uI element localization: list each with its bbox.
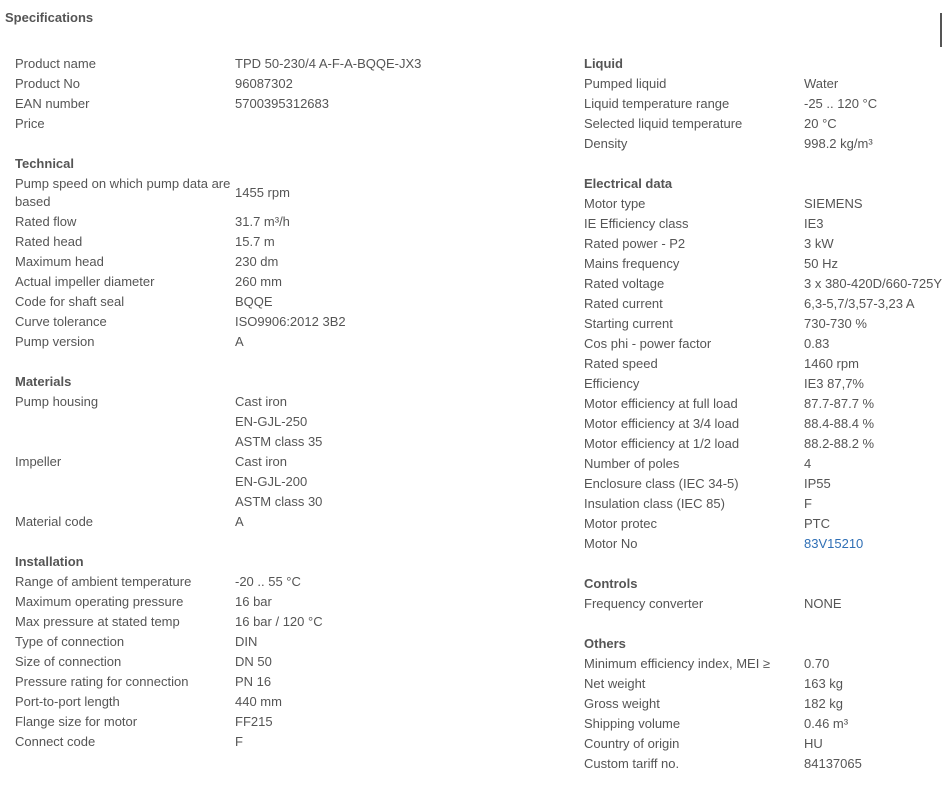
- spec-value-line: ASTM class 30: [235, 494, 323, 509]
- spec-row-insulation-class: [584, 494, 943, 514]
- spec-label: Cos phi - power factor: [584, 336, 712, 351]
- spec-value: 50 Hz: [804, 256, 838, 271]
- spec-value: 1460 rpm: [804, 356, 859, 371]
- spec-label: Maximum operating pressure: [15, 594, 184, 609]
- spec-value: [235, 512, 244, 532]
- spec-value: 998.2 kg/m³: [804, 136, 873, 151]
- spec-row-enclosure-class: [584, 474, 943, 494]
- spec-label: Rated speed: [584, 356, 658, 371]
- section-title-liquid: Liquid: [584, 56, 623, 71]
- spec-label: Maximum head: [15, 254, 104, 269]
- technical-section: [15, 154, 575, 352]
- spec-value-line: EN-GJL-250: [235, 414, 308, 429]
- spec-value: 5700395312683: [235, 96, 329, 111]
- spec-row-impeller-diameter: [15, 272, 575, 292]
- spec-value: 84137065: [804, 756, 862, 771]
- spec-value: PN 16: [235, 674, 272, 689]
- spec-row-shaft-seal: [15, 292, 575, 312]
- spec-label: Starting current: [584, 316, 673, 331]
- spec-label: Actual impeller diameter: [15, 274, 155, 289]
- section-title-technical: Technical: [15, 156, 75, 171]
- liquid-section: [584, 54, 943, 154]
- spec-label: Pump housing: [15, 394, 99, 409]
- spec-value: A: [235, 334, 244, 349]
- spec-value: SIEMENS: [804, 196, 863, 211]
- spec-row-selected-liquid-temp: [584, 114, 943, 134]
- spec-row-efficiency-3-4-load: [584, 414, 943, 434]
- spec-label: Net weight: [584, 676, 646, 691]
- spec-label: Rated voltage: [584, 276, 665, 291]
- section-title-installation: Installation: [15, 554, 84, 569]
- spec-row-motor-no: [584, 534, 943, 554]
- spec-value: 182 kg: [804, 696, 844, 711]
- spec-label: Motor efficiency at full load: [584, 396, 738, 411]
- spec-label: EAN number: [15, 96, 90, 111]
- spec-value: 440 mm: [235, 694, 282, 709]
- spec-value: -20 .. 55 °C: [235, 574, 301, 589]
- spec-label: Shipping volume: [584, 716, 681, 731]
- left-column: [15, 54, 575, 772]
- spec-label: Material code: [15, 514, 94, 529]
- spec-label: Rated head: [15, 234, 83, 249]
- spec-label: Custom tariff no.: [584, 756, 680, 771]
- spec-value: FF215: [235, 714, 273, 729]
- spec-value: 0.83: [804, 336, 830, 351]
- spec-value-line: A: [235, 514, 244, 529]
- spec-value: 96087302: [235, 76, 293, 91]
- spec-row-impeller: [15, 452, 575, 512]
- spec-row-number-of-poles: [584, 454, 943, 474]
- spec-row-efficiency-full-load: [584, 394, 943, 414]
- spec-row-ie-class: [584, 214, 943, 234]
- spec-row-rated-power: [584, 234, 943, 254]
- spec-value: 15.7 m: [235, 234, 275, 249]
- spec-row-pump-version: [15, 332, 575, 352]
- electrical-section: [584, 174, 943, 554]
- motor-no-link[interactable]: 83V15210: [804, 536, 864, 551]
- spec-row-country-of-origin: [584, 734, 943, 754]
- spec-label: Number of poles: [584, 456, 680, 471]
- spec-value: [235, 392, 322, 452]
- spec-label: Impeller: [15, 454, 62, 469]
- spec-row-connection-type: [15, 632, 575, 652]
- spec-label: Selected liquid temperature: [584, 116, 743, 131]
- spec-label: Efficiency: [584, 376, 640, 391]
- spec-label: Motor efficiency at 3/4 load: [584, 416, 740, 431]
- spec-label: Motor efficiency at 1/2 load: [584, 436, 740, 451]
- scrollbar-thumb[interactable]: [940, 13, 942, 47]
- spec-label: Flange size for motor: [15, 714, 138, 729]
- spec-label: Minimum efficiency index, MEI ≥: [584, 656, 771, 671]
- spec-row-rated-flow: [15, 212, 575, 232]
- spec-row-product-name: [15, 54, 575, 74]
- spec-label: Gross weight: [584, 696, 660, 711]
- section-title-materials: Materials: [15, 374, 72, 389]
- spec-label: Mains frequency: [584, 256, 680, 271]
- spec-row-curve-tolerance: [15, 312, 575, 332]
- spec-row-port-to-port-length: [15, 692, 575, 712]
- spec-value: 163 kg: [804, 676, 844, 691]
- materials-section: [15, 372, 575, 532]
- spec-row-max-operating-pressure: [15, 592, 575, 612]
- spec-row-material-code: [15, 512, 575, 532]
- controls-section: [584, 574, 943, 614]
- spec-value: 6,3-5,7/3,57-3,23 A: [804, 296, 915, 311]
- spec-label: Curve tolerance: [15, 314, 107, 329]
- spec-label: Code for shaft seal: [15, 294, 125, 309]
- spec-row-motor-protec: [584, 514, 943, 534]
- spec-row-frequency-converter: [584, 594, 943, 614]
- spec-label: Insulation class (IEC 85): [584, 496, 725, 511]
- spec-label: Density: [584, 136, 628, 151]
- spec-value: PTC: [804, 516, 830, 531]
- spec-value-line: EN-GJL-200: [235, 474, 308, 489]
- spec-value: F: [804, 496, 812, 511]
- spec-value: 730-730 %: [804, 316, 867, 331]
- spec-label: Pumped liquid: [584, 76, 667, 91]
- spec-label: Pump version: [15, 334, 95, 349]
- spec-value: 16 bar: [235, 594, 272, 609]
- spec-label: Rated current: [584, 296, 663, 311]
- spec-label: Motor type: [584, 196, 646, 211]
- spec-row-price: [15, 114, 575, 134]
- spec-row-efficiency: [584, 374, 943, 394]
- spec-label: Motor protec: [584, 516, 657, 531]
- spec-value: HU: [804, 736, 823, 751]
- spec-row-connect-code: [15, 732, 575, 752]
- spec-value: -25 .. 120 °C: [804, 96, 878, 111]
- spec-label: Motor No: [584, 536, 638, 551]
- spec-value: NONE: [804, 596, 842, 611]
- spec-label: Rated flow: [15, 214, 77, 229]
- spec-value: IE3: [804, 216, 824, 231]
- spec-label: Port-to-port length: [15, 694, 120, 709]
- spec-row-mei: [584, 654, 943, 674]
- spec-label: Size of connection: [15, 654, 122, 669]
- spec-row-pumped-liquid: [584, 74, 943, 94]
- spec-value: 4: [804, 456, 812, 471]
- spec-label: Type of connection: [15, 634, 125, 649]
- spec-value: 87.7-87.7 %: [804, 396, 875, 411]
- spec-value: IE3 87,7%: [804, 376, 864, 391]
- spec-value: Water: [804, 76, 839, 91]
- spec-value: 0.70: [804, 656, 830, 671]
- section-title-electrical: Electrical data: [584, 176, 673, 191]
- spec-value: 20 °C: [804, 116, 837, 131]
- spec-label: Product name: [15, 56, 96, 71]
- spec-value: 230 dm: [235, 254, 279, 269]
- spec-row-custom-tariff: [584, 754, 943, 774]
- spec-label: Rated power - P2: [584, 236, 686, 251]
- spec-label: Enclosure class (IEC 34-5): [584, 476, 739, 491]
- spec-row-starting-current: [584, 314, 943, 334]
- spec-value: 88.2-88.2 %: [804, 436, 875, 451]
- spec-value-line: Cast iron: [235, 394, 288, 409]
- spec-row-gross-weight: [584, 694, 943, 714]
- spec-value: IP55: [804, 476, 831, 491]
- spec-row-mains-frequency: [584, 254, 943, 274]
- spec-label: Price: [15, 116, 45, 131]
- spec-row-ean-number: [15, 94, 575, 114]
- spec-label: Frequency converter: [584, 596, 704, 611]
- spec-row-rated-current: [584, 294, 943, 314]
- spec-value: [235, 452, 322, 512]
- page-title: Specifications: [5, 10, 94, 25]
- spec-value: 260 mm: [235, 274, 282, 289]
- spec-row-motor-type: [584, 194, 943, 214]
- spec-row-max-pressure-temp: [15, 612, 575, 632]
- spec-value: 0.46 m³: [804, 716, 849, 731]
- spec-value: DN 50: [235, 654, 272, 669]
- spec-row-cos-phi: [584, 334, 943, 354]
- right-column: [584, 54, 943, 794]
- spec-label: IE Efficiency class: [584, 216, 689, 231]
- spec-label: Product No: [15, 76, 81, 91]
- spec-row-shipping-volume: [584, 714, 943, 734]
- spec-row-rated-head: [15, 232, 575, 252]
- spec-value: 3 kW: [804, 236, 834, 251]
- spec-row-connection-size: [15, 652, 575, 672]
- spec-row-density: [584, 134, 943, 154]
- spec-row-liquid-temp-range: [584, 94, 943, 114]
- spec-value-line: ASTM class 35: [235, 434, 323, 449]
- spec-row-rated-voltage: [584, 274, 943, 294]
- spec-row-product-no: [15, 74, 575, 94]
- spec-label: Country of origin: [584, 736, 680, 751]
- spec-value: 16 bar / 120 °C: [235, 614, 323, 629]
- spec-value: DIN: [235, 634, 258, 649]
- others-section: [584, 634, 943, 774]
- spec-value: 3 x 380-420D/660-725Y: [804, 276, 943, 291]
- spec-row-maximum-head: [15, 252, 575, 272]
- spec-value: TPD 50-230/4 A-F-A-BQQE-JX3: [235, 56, 422, 71]
- spec-row-ambient-temp: [15, 572, 575, 592]
- spec-label: Range of ambient temperature: [15, 574, 192, 589]
- spec-value: 31.7 m³/h: [235, 214, 290, 229]
- spec-row-pressure-rating: [15, 672, 575, 692]
- spec-value: F: [235, 734, 243, 749]
- spec-label: Connect code: [15, 734, 96, 749]
- spec-label: Pressure rating for connection: [15, 674, 189, 689]
- spec-row-pump-housing: [15, 392, 575, 452]
- spec-row-net-weight: [584, 674, 943, 694]
- spec-row-rated-speed: [584, 354, 943, 374]
- spec-value: ISO9906:2012 3B2: [235, 314, 346, 329]
- general-section: [15, 54, 575, 134]
- spec-row-pump-speed: [15, 174, 575, 212]
- spec-value: BQQE: [235, 294, 273, 309]
- section-title-others: Others: [584, 636, 626, 651]
- spec-value-line: Cast iron: [235, 454, 288, 469]
- spec-value: 1455 rpm: [235, 185, 290, 200]
- spec-label: Max pressure at stated temp: [15, 614, 180, 629]
- spec-row-efficiency-1-2-load: [584, 434, 943, 454]
- spec-label: Liquid temperature range: [584, 96, 730, 111]
- section-title-controls: Controls: [584, 576, 638, 591]
- spec-row-flange-size: [15, 712, 575, 732]
- spec-value: 88.4-88.4 %: [804, 416, 875, 431]
- installation-section: [15, 552, 575, 752]
- spec-label: Pump speed on which pump data are based: [15, 176, 231, 209]
